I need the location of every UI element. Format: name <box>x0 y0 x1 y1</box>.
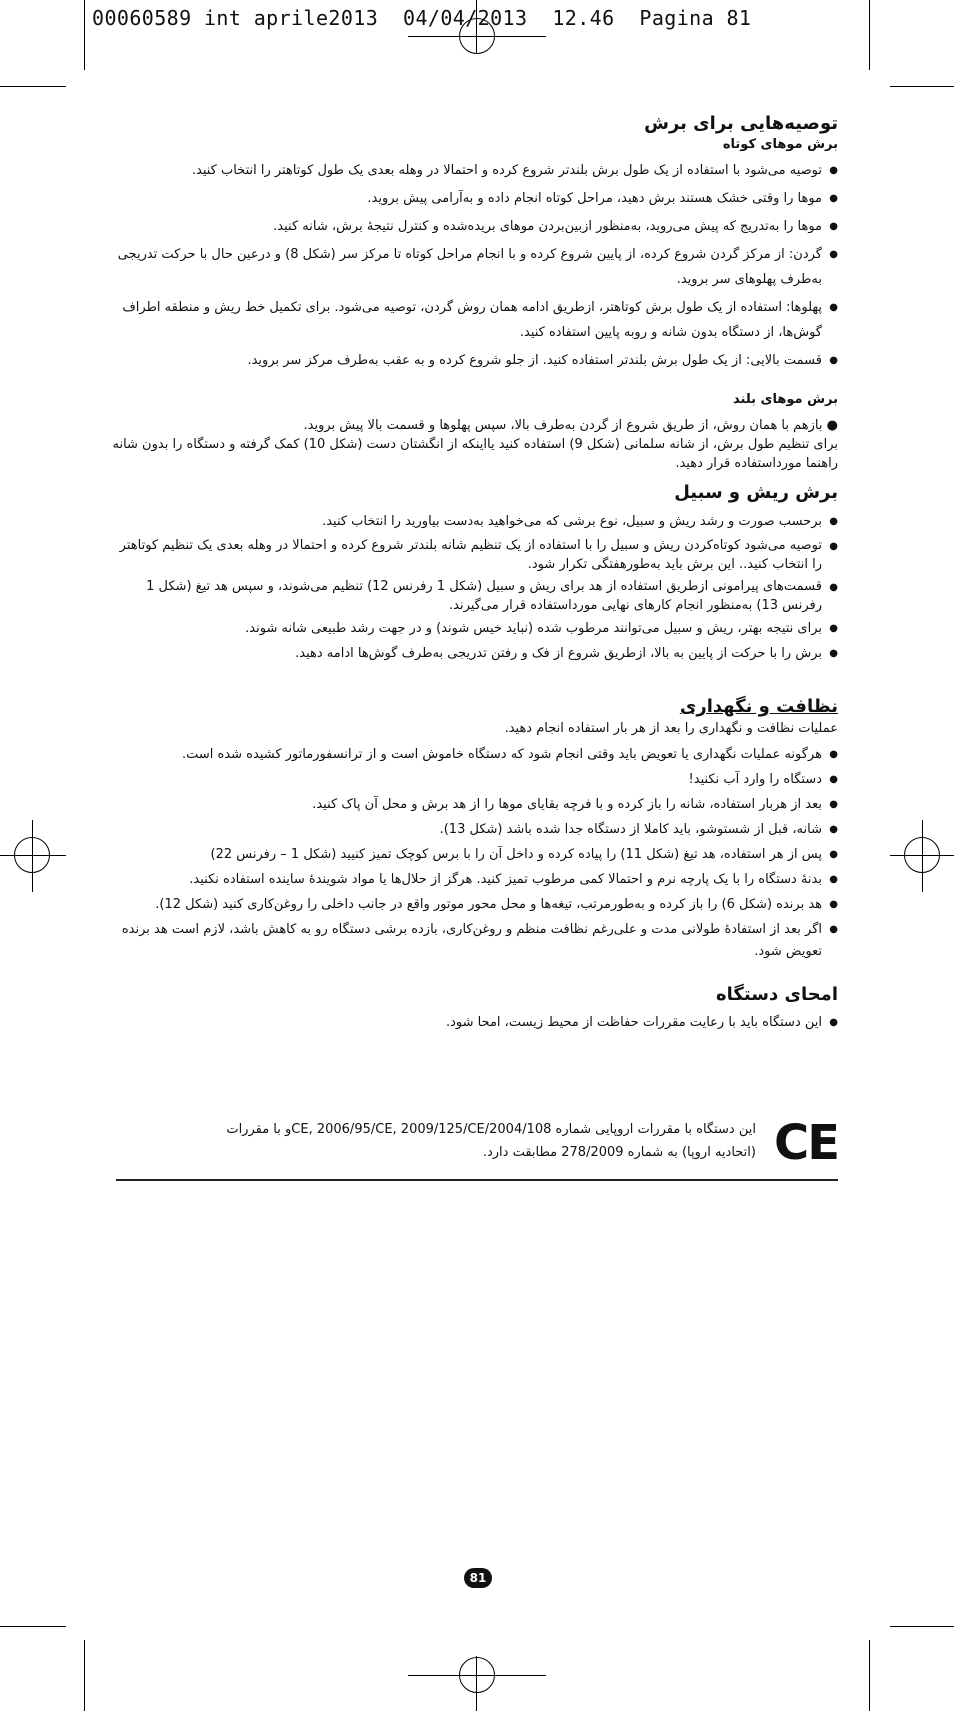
list-item: ● هرگونه عملیات نگهداری یا تعویض باید وقتی انجام شود که دستگاه خاموش است و از ترانسفورماتور کشیده شده است. <box>112 744 838 766</box>
registration-mark-bottom <box>459 1657 495 1693</box>
list-item: ● شانه، قبل از شستوشو، باید کاملا از دستگاه جدا شده باشد (شکل 13). <box>112 819 838 841</box>
list-item: ● قسمت‌های پیرامونی ازطریق استفاده از هد برای ریش و سبیل (شکل 1 رفرنس 12) تنظیم می‌شوند، و سپس هد تیغ (شکل 1 رفرنس 13) به‌منظور انجام کارهای نهایی مورداستفاده قرار می‌گیرند. <box>112 577 838 615</box>
cleaning-list <box>112 744 838 963</box>
crop-mark-bottom-right <box>869 1640 870 1711</box>
list-item: ● توصیه می‌شود با استفاده از یک طول برش بلندتر شروع کرده و احتمالا در وهله بعدی یک طول کوتاهتر را انتخاب کنید. <box>112 158 838 183</box>
list-item: ● توصیه می‌شود کوتاه‌کردن ریش و سبیل را با استفاده از یک تنظیم شانه بلندتر شروع کرده و احتمالا در وهله بعدی یک تنظیم کوتاهتر را انتخاب کنید.. این برش باید به‌طورهفتگی تکرار شود. <box>112 536 838 574</box>
list-item: ● بعد از هربار استفاده، شانه را باز کرده و با فرچه بقایای موها را از هد برش و محل آن پاک کنید. <box>112 794 838 816</box>
list-item: ● بدنهٔ دستگاه را با یک پارچه نرم و احتمالا کمی مرطوب تمیز کنید. هرگز از حلال‌ها یا مواد شویندهٔ ساینده استفاده نکنید. <box>112 869 838 891</box>
section-cleaning <box>112 695 838 963</box>
list-item: ● پس از هر استفاده، هد تیغ (شکل 11) را پیاده کرده و داخل آن را با برس کوچک تمیز کنیید (شکل 1 – رفرنس 22) <box>112 844 838 866</box>
cleaning-intro: عملیات نظافت و نگهداری را بعد از هر بار استفاده انجام دهید. <box>504 721 838 737</box>
section-title-cleaning: نظافت و نگهداری <box>679 695 838 717</box>
crop-mark-left-top <box>0 86 66 87</box>
crop-mark-left-bottom <box>0 1626 66 1627</box>
crop-mark-top-right <box>869 0 870 70</box>
compliance-text <box>226 1118 756 1164</box>
list-item: ● برای نتیجه بهتر، ریش و سبیل می‌توانند مرطوب شده (نباید خیس شوند) و در جهت رشد طبیعی شانه شوند. <box>112 618 838 640</box>
print-slug: 00060589 int aprile2013 04/04/2013 12.46 Pagina 81 <box>92 6 752 30</box>
long-hair-line-2: برای تنظیم طول برش، از شانه سلمانی (شکل 9) استفاده کنید یااینکه از انگشتان دست (شکل 10) کمک گرفته و دستگاه را بدون شانه راهنما مورداستفاده قرار دهید. <box>112 436 838 471</box>
list-item: ● هد برنده (شکل 6) را باز کرده و به‌طورمرتب، تیغه‌ها و محل محور موتور واقع در جانب داخلی را روغن‌کاری کنید (شکل 12). <box>112 894 838 916</box>
divider <box>116 1179 838 1181</box>
list-item: ● دستگاه را وارد آب نکنید! <box>112 769 838 791</box>
list-item: ● موها را به‌تدریج که پیش می‌روید، به‌منظور ازبین‌بردن موهای بریده‌شده و کنترل نتیجهٔ برش، شانه کنید. <box>112 214 838 239</box>
section-title-beard: برش ریش و سبیل <box>674 481 838 503</box>
crop-mark-right-top <box>890 86 954 87</box>
compliance-line-1: این دستگاه با مقررات اروپایی شماره 2004/108/CE, 2006/95/CE, 2009/125/CEو با مقررات <box>226 1122 756 1137</box>
crop-mark-right-bottom <box>890 1626 954 1627</box>
beard-list <box>112 511 838 665</box>
long-hair-line-1: ● بازهم با همان روش، از طریق شروع از گردن به‌طرف بالا، سپس پهلوها و قسمت بالا پیش بروید. <box>303 417 838 433</box>
ce-mark-logo: CE <box>773 1115 838 1171</box>
section-cutting-tips <box>112 112 838 473</box>
section-disposal <box>112 983 838 1033</box>
disposal-list <box>112 1012 838 1034</box>
list-item: ● برش را با حرکت از پایین به بالا، ازطریق شروع از فک و رفتن تدریجی به‌طرف گوش‌ها ادامه دهید. <box>112 643 838 665</box>
crop-mark-top-left <box>84 0 85 70</box>
registration-mark-top <box>459 18 495 54</box>
list-item: ● پهلوها: استفاده از یک طول برش کوتاهتر، ازطریق ادامه همان روش گردن، توصیه می‌شود. برای تکمیل خط ریش و منطقه اطراف گوش‌ها، از دستگاه بدون شانه و روبه پایین استفاده کنید. <box>112 295 838 345</box>
section-beard <box>112 481 838 665</box>
subsection-title-long-hair: برش موهای بلند <box>733 392 838 408</box>
section-title-cutting-tips: توصیه‌هایی برای برش <box>644 113 838 134</box>
list-item: ● برحسب صورت و رشد ریش و سبیل، نوع برشی که می‌خواهید به‌دست بیاورید را انتخاب کنید. <box>112 511 838 533</box>
list-item: ● موها را وقتی خشک هستند برش دهید، مراحل کوتاه انجام داده و به‌آرامی پیش بروید. <box>112 186 838 211</box>
subsection-title-short-hair: برش موهای کوتاه <box>722 137 838 153</box>
manual-page-content <box>112 112 838 1037</box>
list-item: ● اگر بعد از استفادهٔ طولانی مدت و علی‌رغم نظافت منظم و روغن‌کاری، بازده برشی دستگاه رو به کاهش باشد، لازم است هد برنده تعویض شود. <box>112 919 838 963</box>
registration-mark-left <box>14 837 50 873</box>
list-item: ● قسمت بالایی: از یک طول برش بلندتر استفاده کنید. از جلو شروع کرده و به عقب به‌طرف مرکز سر بروید. <box>112 348 838 373</box>
compliance-block <box>112 1115 838 1171</box>
registration-mark-right <box>904 837 940 873</box>
short-hair-list <box>112 158 838 373</box>
list-item: ● گردن: از مرکز گردن شروع کرده، از پایین شروع کرده و با انجام مراحل کوتاه تا مرکز سر (شکل 8) و درعین حال با حرکت تدریجی به‌طرف پهلوهای سر بروید. <box>112 242 838 292</box>
section-title-disposal: امحای دستگاه <box>716 984 838 1006</box>
page-number-badge: 81 <box>464 1568 492 1588</box>
compliance-line-2: (اتحادیه اروپا) به شماره 278/2009 مطابقت دارد. <box>482 1145 756 1160</box>
crop-mark-bottom-left <box>84 1640 85 1711</box>
list-item: ● این دستگاه باید با رعایت مقررات حفاظت از محیط زیست، امحا شود. <box>112 1012 838 1034</box>
